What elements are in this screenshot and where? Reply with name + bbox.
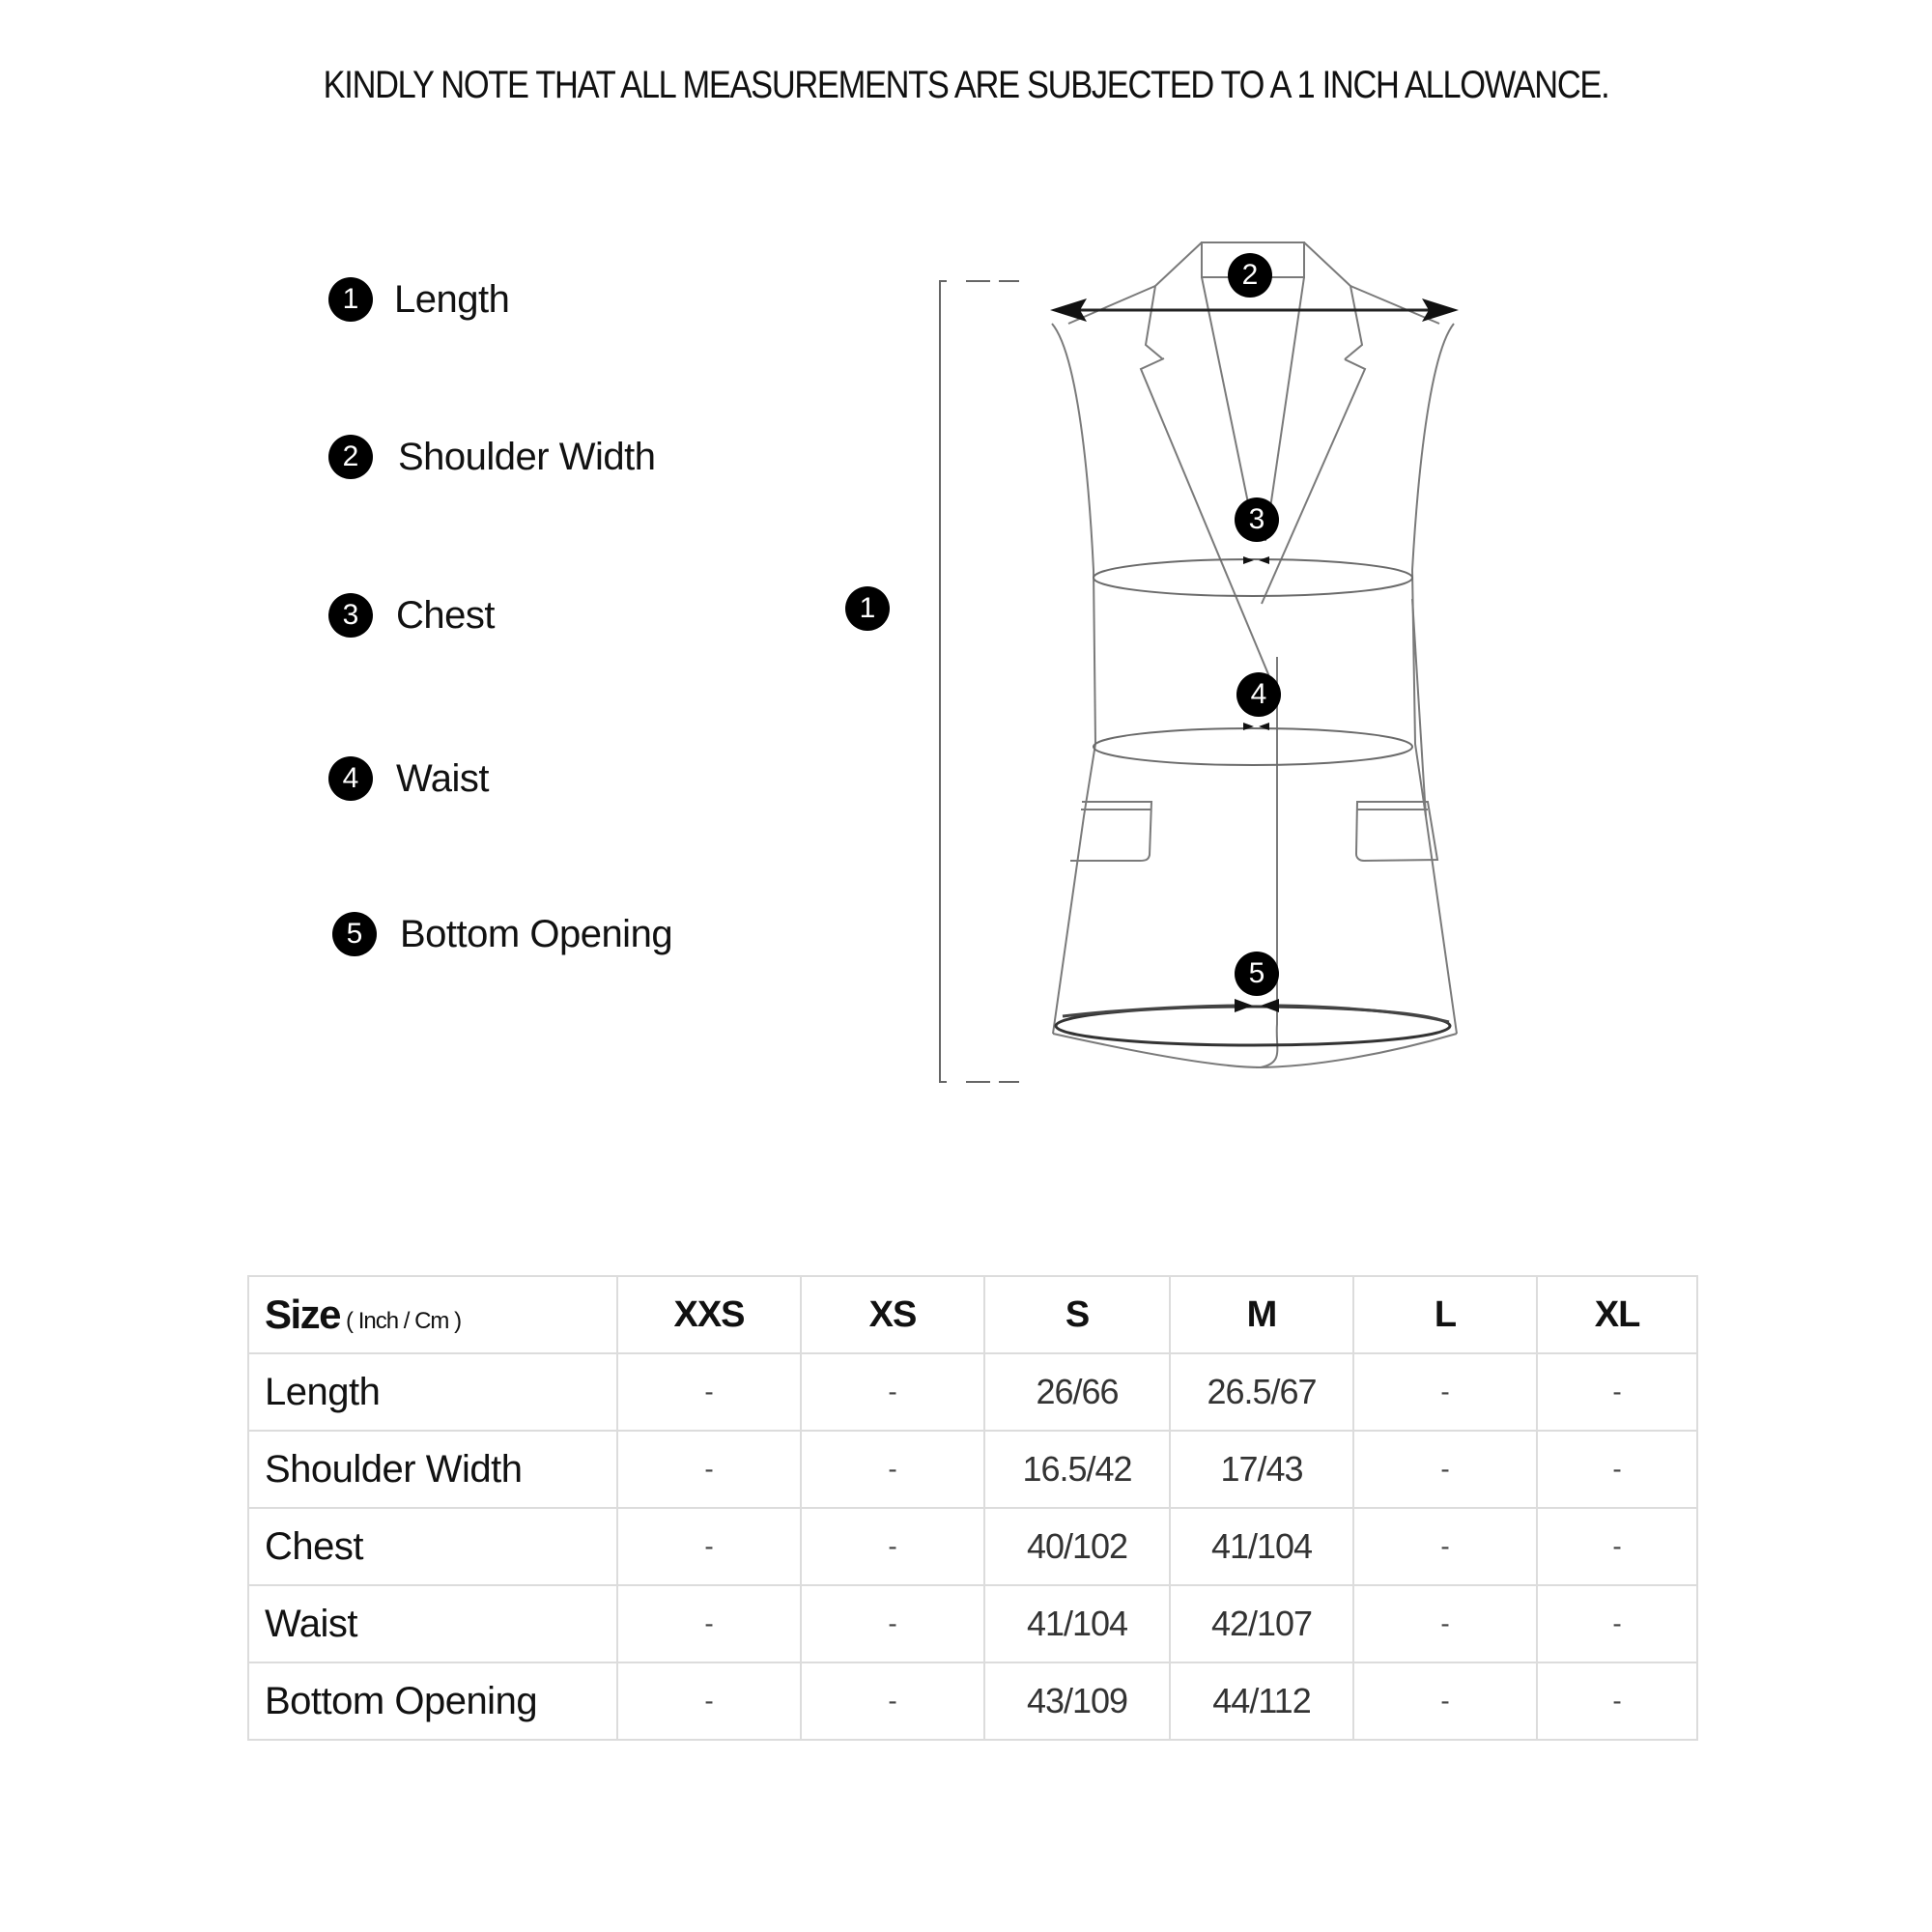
legend-label: Length bbox=[394, 277, 510, 321]
table-cell: - bbox=[617, 1431, 801, 1508]
table-cell: 43/109 bbox=[984, 1662, 1170, 1740]
table-cell: - bbox=[801, 1508, 984, 1585]
table-row bbox=[248, 1662, 1697, 1740]
unit-label: ( Inch / Cm ) bbox=[346, 1308, 462, 1334]
number-3-icon: 3 bbox=[328, 593, 373, 638]
table-cell: - bbox=[1537, 1662, 1697, 1740]
table-cell: 26.5/67 bbox=[1170, 1353, 1353, 1431]
table-cell: 26/66 bbox=[984, 1353, 1170, 1431]
size-header-label: Size bbox=[265, 1292, 341, 1337]
table-cell: - bbox=[1537, 1353, 1697, 1431]
table-cell: - bbox=[1537, 1431, 1697, 1508]
legend-item-chest bbox=[328, 593, 495, 638]
row-label-shoulder-width: Shoulder Width bbox=[248, 1431, 617, 1508]
legend-label: Bottom Opening bbox=[400, 912, 673, 955]
diagram-marker-3-icon: 3 bbox=[1235, 497, 1279, 542]
table-cell: 41/104 bbox=[984, 1585, 1170, 1662]
number-1-icon: 1 bbox=[328, 277, 373, 322]
number-5-icon: 5 bbox=[332, 912, 377, 956]
table-cell: - bbox=[1537, 1585, 1697, 1662]
legend-label: Chest bbox=[396, 593, 495, 637]
table-cell: - bbox=[1353, 1431, 1537, 1508]
size-column-s: S bbox=[984, 1276, 1170, 1353]
length-bracket bbox=[940, 281, 1019, 1082]
allowance-notice: KINDLY NOTE THAT ALL MEASUREMENTS ARE SUBJECTED TO A 1 INCH ALLOWANCE. bbox=[323, 64, 1609, 106]
size-header-cell bbox=[248, 1276, 617, 1353]
table-cell: - bbox=[617, 1585, 801, 1662]
table-cell: 42/107 bbox=[1170, 1585, 1353, 1662]
legend-item-waist bbox=[328, 756, 489, 801]
diagram-marker-5-icon: 5 bbox=[1235, 952, 1279, 996]
bottom-opening-ellipse bbox=[1056, 1007, 1450, 1045]
size-column-l: L bbox=[1353, 1276, 1537, 1353]
number-2-icon: 2 bbox=[328, 435, 373, 479]
legend-item-length bbox=[328, 277, 509, 322]
table-row bbox=[248, 1431, 1697, 1508]
shoulder-width-arrow bbox=[1050, 298, 1459, 322]
diagram-marker-1-icon: 1 bbox=[845, 586, 890, 631]
table-cell: - bbox=[801, 1353, 984, 1431]
row-label-waist: Waist bbox=[248, 1585, 617, 1662]
legend-label: Waist bbox=[396, 756, 490, 800]
table-cell: - bbox=[617, 1353, 801, 1431]
table-cell: - bbox=[617, 1508, 801, 1585]
row-label-chest: Chest bbox=[248, 1508, 617, 1585]
size-column-xl: XL bbox=[1537, 1276, 1697, 1353]
table-cell: - bbox=[801, 1431, 984, 1508]
diagram-marker-4-icon: 4 bbox=[1236, 672, 1281, 717]
table-cell: - bbox=[1537, 1508, 1697, 1585]
row-label-length: Length bbox=[248, 1353, 617, 1431]
table-cell: - bbox=[1353, 1585, 1537, 1662]
size-column-m: M bbox=[1170, 1276, 1353, 1353]
table-row bbox=[248, 1508, 1697, 1585]
legend-item-shoulder-width bbox=[328, 435, 655, 479]
size-column-xxs: XXS bbox=[617, 1276, 801, 1353]
table-cell: - bbox=[1353, 1508, 1537, 1585]
number-4-icon: 4 bbox=[328, 756, 373, 801]
table-cell: - bbox=[801, 1585, 984, 1662]
table-cell: 44/112 bbox=[1170, 1662, 1353, 1740]
table-cell: 16.5/42 bbox=[984, 1431, 1170, 1508]
table-row bbox=[248, 1353, 1697, 1431]
row-label-bottom-opening: Bottom Opening bbox=[248, 1662, 617, 1740]
table-cell: - bbox=[801, 1662, 984, 1740]
table-cell: - bbox=[1353, 1353, 1537, 1431]
table-cell: - bbox=[617, 1662, 801, 1740]
table-header-row bbox=[248, 1276, 1697, 1353]
legend-label: Shoulder Width bbox=[398, 435, 656, 478]
table-cell: 40/102 bbox=[984, 1508, 1170, 1585]
diagram-marker-2-icon: 2 bbox=[1228, 253, 1272, 298]
size-column-xs: XS bbox=[801, 1276, 984, 1353]
legend-item-bottom-opening bbox=[332, 912, 672, 956]
table-cell: - bbox=[1353, 1662, 1537, 1740]
table-row bbox=[248, 1585, 1697, 1662]
size-chart-table bbox=[247, 1275, 1698, 1741]
table-cell: 41/104 bbox=[1170, 1508, 1353, 1585]
table-cell: 17/43 bbox=[1170, 1431, 1353, 1508]
